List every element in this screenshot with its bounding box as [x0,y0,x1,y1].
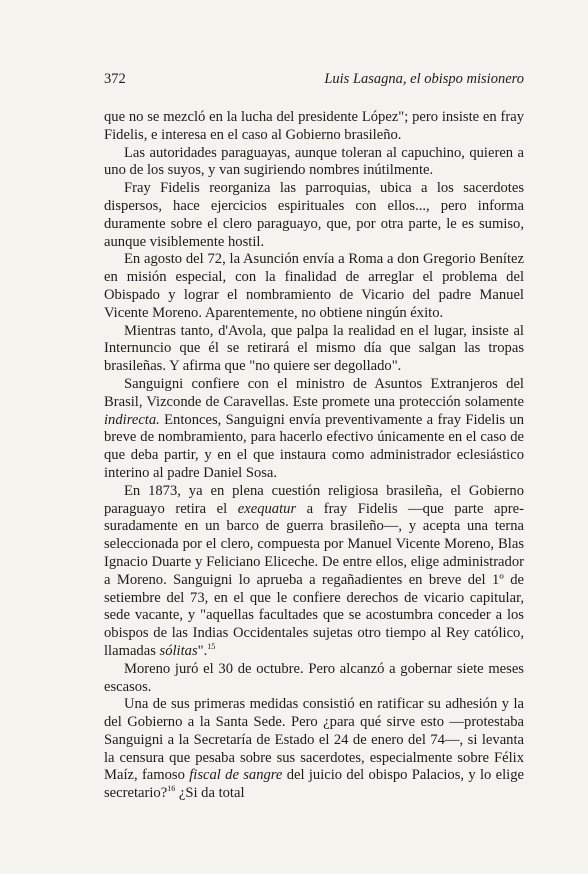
paragraph-9 [104,696,524,803]
paragraph-text: Una de sus primeras medidas consistió en ratificar su adhesión y la del Gobierno a la Santa Sede. Pero ¿para qué sirve esto —protestaba Sanguigni a la Secretaría de Estado el 24 de enero del 74—, si levanta la censura que pesaba sobre sus sacerdotes, especialmente sobre Félix Maíz, famoso [104,696,524,784]
running-title: Luis Lasagna, el obispo misionero [324,71,524,87]
paragraph-text: Mientras tanto, d'Avola, que palpa la realidad en el lugar, insiste al Internuncio que él se retirará el mismo día que salgan las tropas brasileñas. Y afirma que "no quiere ser degollado". [104,322,524,375]
paragraph-text: En 1873, ya en plena cuestión religiosa brasileña, el Gobierno paraguayo retira el [104,482,524,517]
paragraph-text: ". [197,642,208,659]
paragraph-4 [104,251,524,322]
page-number: 372 [104,71,126,87]
paragraph-text: que no se mezcló en la lucha del presidente López"; pero insiste en fray Fidelis, e interesa en el caso al Gobierno brasileño. [104,109,524,143]
footnote-marker: 15 [207,642,216,652]
paragraph-text: ¿Si da total [175,785,245,802]
emphasis-fiscal-de-sangre: fiscal de sangre [189,767,283,784]
paragraph-text: del juicio del obispo Palacios, y lo elige secretario? [104,767,524,802]
body-text [104,109,524,803]
page-header [104,71,524,93]
emphasis-solitas: sólitas [159,642,198,659]
emphasis-exequatur: exequatur [237,500,297,517]
paragraph-text: En agosto del 72, la Asunción envía a Roma a don Gregorio Benítez en misión especial, con la finalidad de arreglar el problema del Obispado y lograr el nombramiento de Vicario del padre Manuel Vicente Moreno. Aparentemente, no obtiene ningún éxito. [104,251,524,321]
paragraph-7 [104,483,524,661]
paragraph-text: Las autoridades paraguayas, aunque toleran al capuchino, quieren a uno de los suyos, y van sugiriendo nombres inútilmente. [104,144,524,179]
paragraph-2 [104,145,524,181]
paragraph-6 [104,376,524,483]
paragraph-text: Moreno juró el 30 de octubre. Pero alcanzó a gobernar siete meses escasos. [104,660,524,695]
paragraph-text: a fray Fidelis —que parte apresuradamente en un barco de guerra brasileño—, y acepta una terna seleccionada por el clero, compuesta por Manuel Vicente Moreno, Blas Ignacio Duarte y Feliciano Eliceche. De entre ellos, elige administrador a Moreno. Sanguigni lo aprueba a regañadientes en breve del 1º de setiembre del 73, en el que le confiere derechos de vicario capitular, sede vacante, y "aquellas facultades que se acostumbra conceder a los obispos de las Indias Occidentales sujetas otro tiempo al Rey católico, llamadas [104,500,524,659]
paragraph-5 [104,323,524,376]
paragraph-text: Entonces, Sanguigni envía preventivamente a fray Fidelis un breve de nombramiento, para hacerlo efectivo únicamente en el caso de que deba partir, y en el que instaura como administrador eclesiástico interino al padre Daniel Sosa. [104,411,524,481]
paragraph-3 [104,180,524,251]
paragraph-text: Fray Fidelis reorganiza las parroquias, ubica a los sacerdotes dispersos, hace ejercicios espirituales con ellos..., pero informa duramente sobre el clero paraguayo, que, por otra parte, le es sumiso, aunque visiblemente hostil. [104,180,524,250]
footnote-marker: 16 [167,784,176,794]
emphasis-indirecta: indirecta. [104,411,160,428]
paragraph-1 [104,109,524,145]
paragraph-text: Sanguigni confiere con el ministro de Asuntos Extranjeros del Brasil, Vizconde de Caravellas. Este promete una protección solamente [104,375,524,410]
paragraph-8 [104,661,524,697]
